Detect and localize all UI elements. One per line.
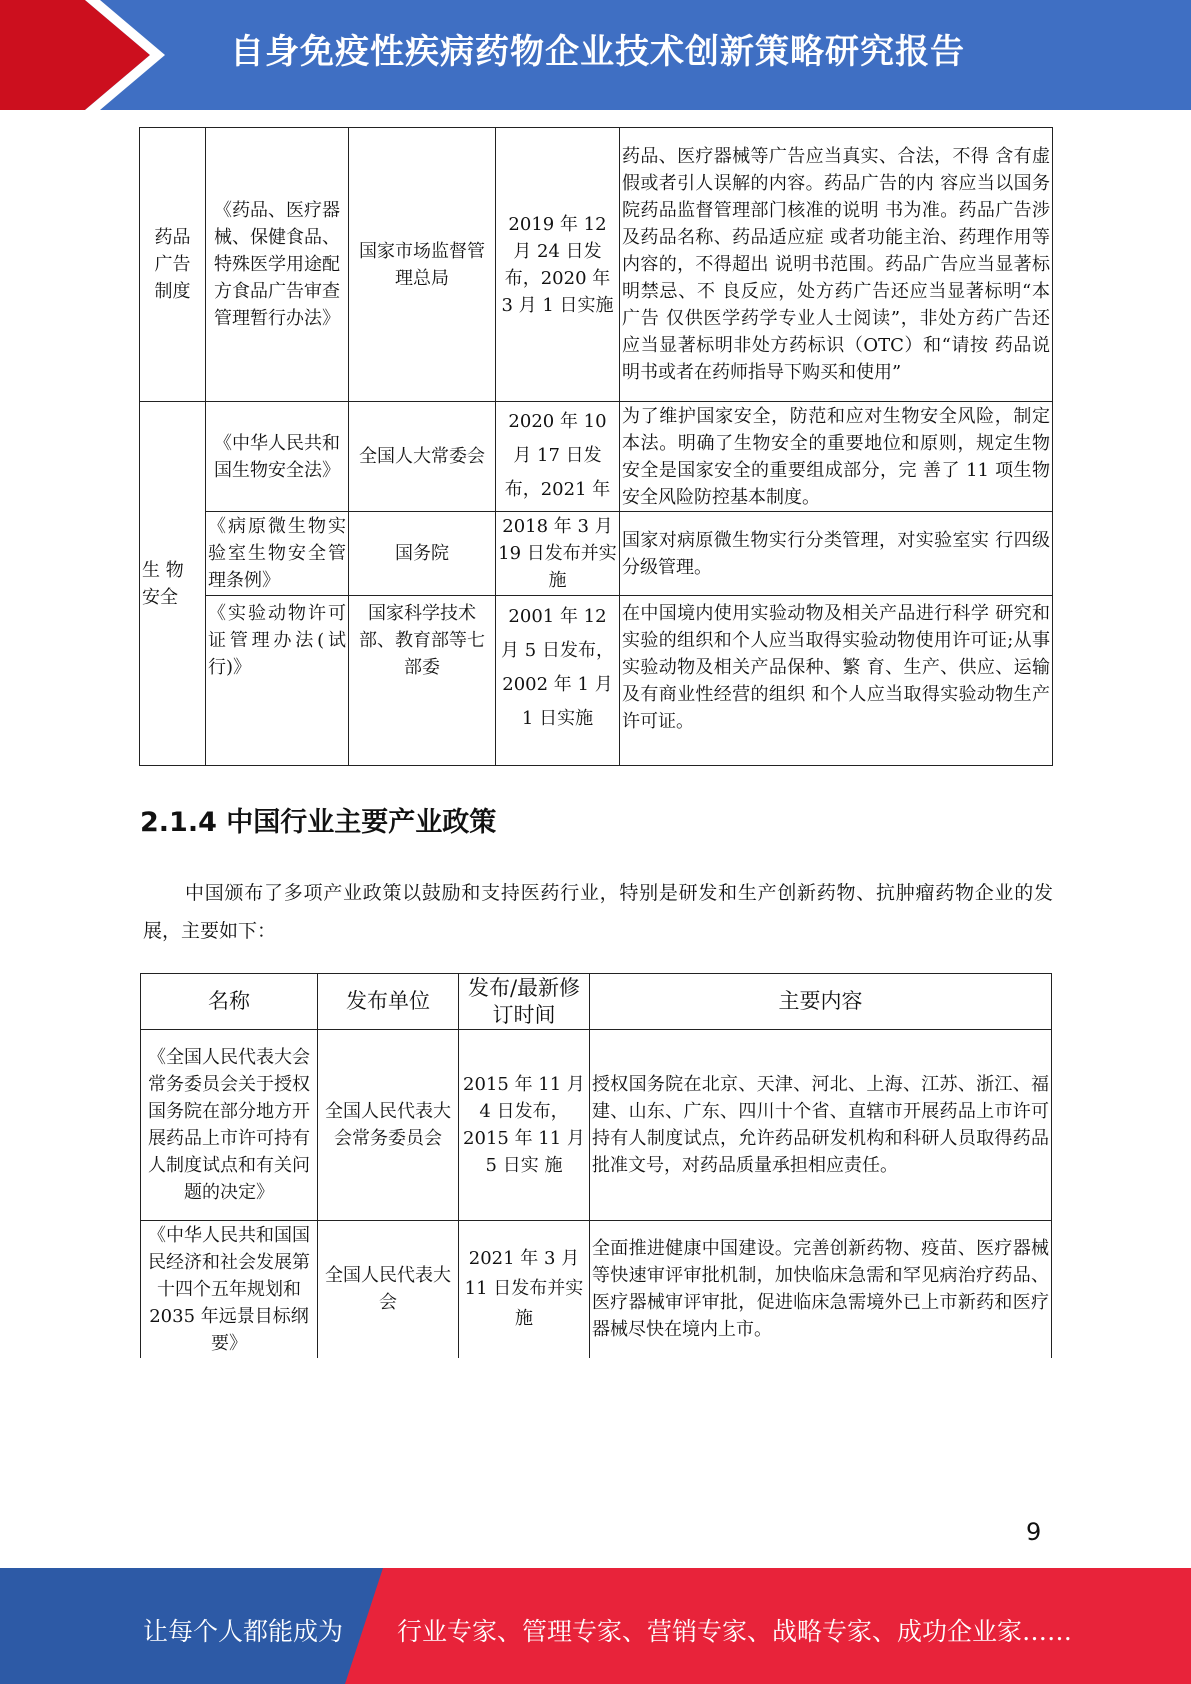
issuer-cell: 国家市场监督管理总局 [349, 128, 496, 402]
content-cell: 全面推进健康中国建设。完善创新药物、疫苗、医疗器械等快速审评审批机制，加快临床急需和罕见病治疗药品、医疗器械审评审批，促进临床急需境外已上市新药和医疗器械尽快在境内上市。 [590, 1221, 1052, 1358]
policy-name: 《中华人民共和国国民经济和社会发展第十四个五年规划和 2035 年远景目标纲要》 [141, 1221, 318, 1358]
date-cell: 2021 年 3 月 11 日发布并实施 [459, 1221, 590, 1358]
header-banner [0, 0, 1191, 110]
issuer-cell: 全国人大常委会 [349, 402, 496, 512]
category-cell: 药品 广告 制度 [140, 128, 206, 402]
policy-name: 《全国人民代表大会常务委员会关于授权国务院在部分地方开展药品上市许可持有人制度试点和有关问题的决定》 [141, 1030, 318, 1221]
content-cell: 药品、医疗器械等广告应当真实、合法，不得 含有虚假或者引人误解的内容。药品广告的内 容应当以国务院药品监督管理部门核准的说明 书为准。药品广告涉及药品名称、药品适应症 或者功能主治、药理作用等内容的，不得超出 说明书范围。药品广告应当显著标明禁忌、不 良反应，处方药广告还应当显著标明“本广告 仅供医学药学专业人士阅读”，非处方药广告还 应当显著标明非处方药标识（OTC）和“请按 药品说明书或者在药师指导下购买和使用” [620, 128, 1053, 402]
date-cell: 2001 年 12 月 5 日发布，2002 年 1 月 1 日实施 [496, 596, 620, 766]
issuer-cell: 国务院 [349, 512, 496, 596]
table-header-row [141, 974, 1052, 1030]
section-heading: 2.1.4 中国行业主要产业政策 [140, 807, 497, 838]
header-title: 自身免疫性疾病药物企业技术创新策略研究报告 [230, 32, 965, 72]
regulation-name: 《中华人民共和国生物安全法》 [206, 402, 349, 512]
content-cell: 授权国务院在北京、天津、河北、上海、江苏、浙江、福建、山东、广东、四川十个省、直辖市开展药品上市许可持有人制度试点，允许药品研发机构和科研人员取得药品批准文号，对药品质量承担相应责任。 [590, 1030, 1052, 1221]
footer-slogan-left: 让每个人都能成为 [143, 1617, 344, 1646]
table-row [141, 1221, 1052, 1358]
table-row [140, 128, 1053, 402]
date-cell: 2020 年 10 月 17 日发布，2021 年 [496, 402, 620, 512]
regulation-name: 《实验动物许可证管理办法(试行)》 [206, 596, 349, 766]
content-cell: 国家对病原微生物实行分类管理，对实验室实 行四级分级管理。 [620, 512, 1053, 596]
content-cell: 为了维护国家安全，防范和应对生物安全风险，制定本法。明确了生物安全的重要地位和原则，规定生物安全是国家安全的重要组成部分，完 善了 11 项生物安全风险防控基本制度。 [620, 402, 1053, 512]
column-header-name: 名称 [141, 974, 318, 1030]
industry-policy-table [140, 973, 1052, 1358]
date-cell: 2015 年 11 月 4 日发布，2015 年 11 月 5 日实 施 [459, 1030, 590, 1221]
column-header-content: 主要内容 [590, 974, 1052, 1030]
issuer-cell: 全国人民代表大会 [318, 1221, 459, 1358]
column-header-date: 发布/最新修订时间 [459, 974, 590, 1030]
issuer-cell: 国家科学技术部、教育部等七部委 [349, 596, 496, 766]
regulation-name: 《病原微生物实验室生物安全管理条例》 [206, 512, 349, 596]
date-cell: 2018 年 3 月 19 日发布并实施 [496, 512, 620, 596]
issuer-cell: 全国人民代表大会常务委员会 [318, 1030, 459, 1221]
table-row [140, 596, 1053, 766]
page-number: 9 [1026, 1518, 1042, 1546]
table-row [141, 1030, 1052, 1221]
intro-paragraph: 中国颁布了多项产业政策以鼓励和支持医药行业，特别是研发和生产创新药物、抗肿瘤药物企业的发展，主要如下： [143, 882, 1053, 942]
footer-banner [0, 1568, 1191, 1684]
category-cell: 生 物 安全 [140, 402, 206, 766]
table-row [140, 402, 1053, 512]
footer-slogan-right: 行业专家、管理专家、营销专家、战略专家、成功企业家…… [397, 1617, 1073, 1646]
date-cell: 2019 年 12 月 24 日发布，2020 年 3 月 1 日实施 [496, 128, 620, 402]
regulation-table-1 [139, 127, 1053, 766]
column-header-issuer: 发布单位 [318, 974, 459, 1030]
regulation-name: 《药品、医疗器械、保健食品、特殊医学用途配方食品广告审查管理暂行办法》 [206, 128, 349, 402]
content-cell: 在中国境内使用实验动物及相关产品进行科学 研究和实验的组织和个人应当取得实验动物使用许可证;从事实验动物及相关产品保种、繁 育、生产、供应、运输及有商业性经营的组织 和个人应当取得实验动物生产许可证。 [620, 596, 1053, 766]
table-row [140, 512, 1053, 596]
